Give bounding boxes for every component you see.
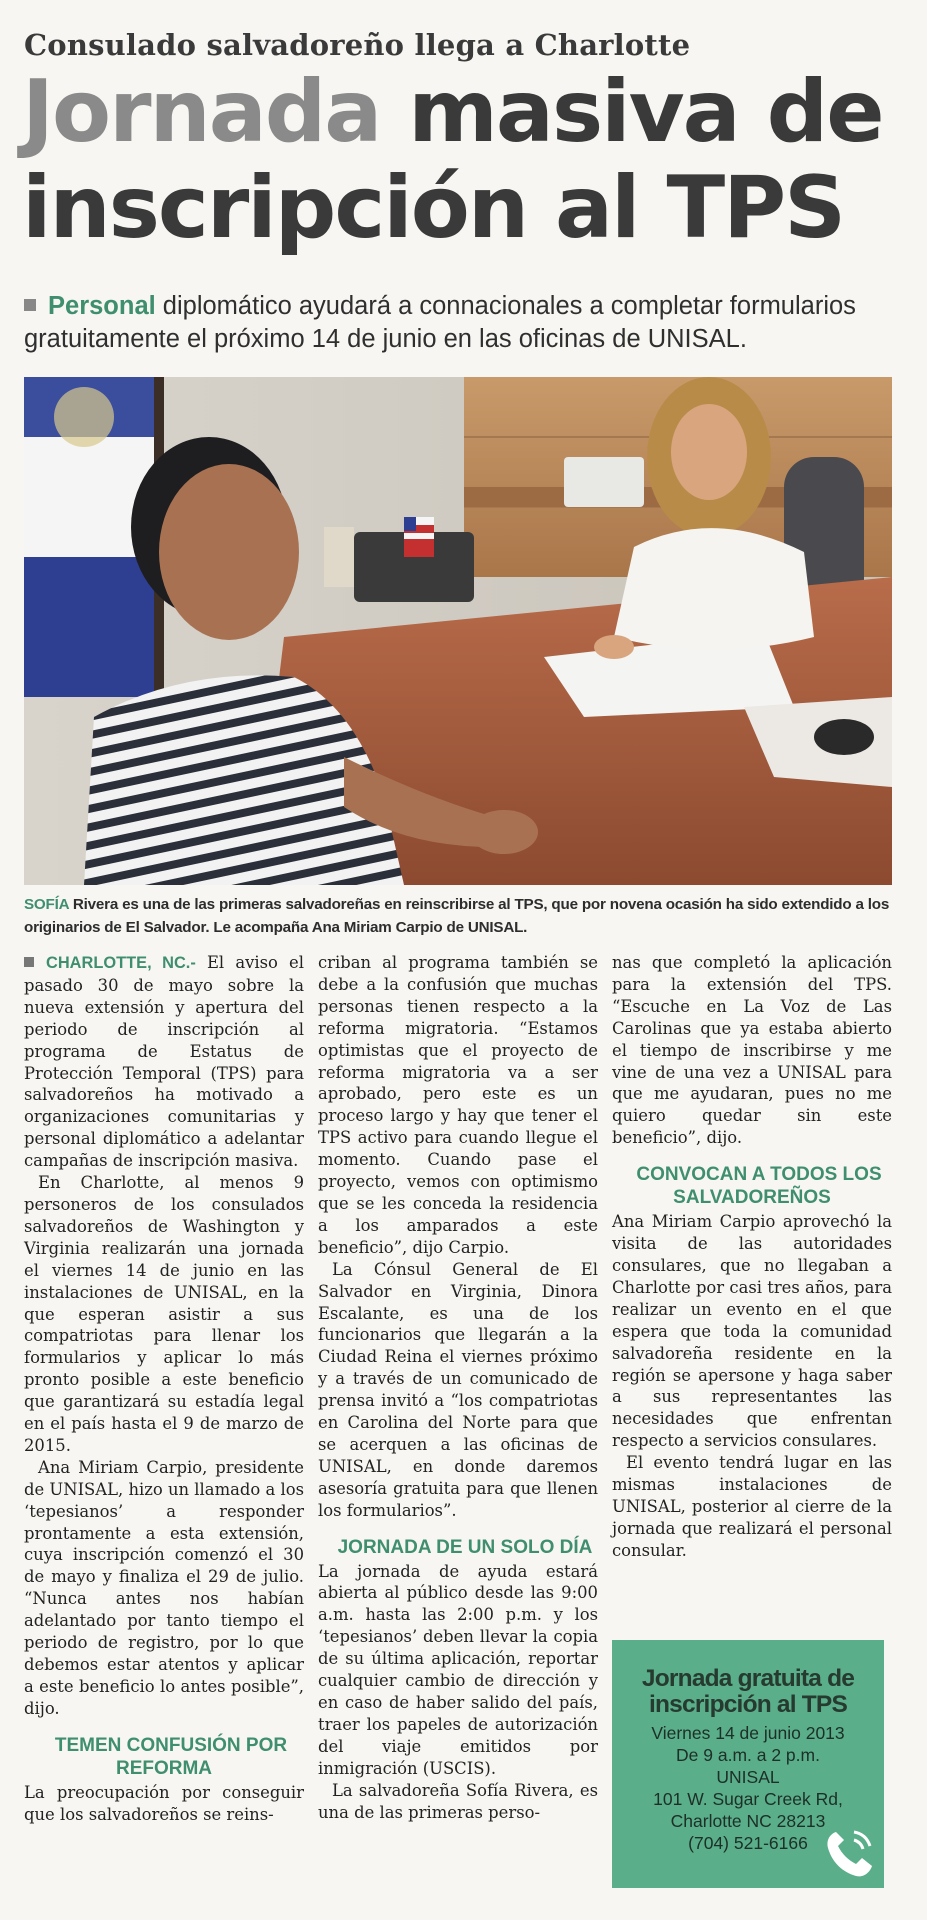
caption-lead: SOFÍA — [24, 896, 69, 913]
info-street: 101 W. Sugar Creek Rd, — [653, 1789, 843, 1809]
article-photo — [24, 377, 892, 885]
info-box-title — [612, 1666, 884, 1718]
info-org: UNISAL — [716, 1767, 780, 1787]
column-3 — [612, 952, 892, 1562]
deck-text: diplomático ayudará a connacionales a completar formularios gratuitamente el próximo 14 de junio en las oficinas de UNISAL. — [24, 292, 856, 353]
paragraph: criban al programa también se debe a la confusión que muchas personas tienen respecto a la reforma migratoria. “Estamos optimistas que el proyecto de reforma migratoria va a ser aprobado, pero este es un proceso largo y hay que tener el TPS activo para cuando llegue el momento. Cuando pase el proyecto, vemos con optimismo que se les conceda la residencia a los amparados a este beneficio”, dijo Carpio. — [318, 953, 598, 1257]
info-city: Charlotte NC 28213 — [670, 1811, 826, 1831]
info-date: Viernes 14 de junio 2013 — [651, 1723, 845, 1743]
phone-icon — [818, 1822, 878, 1882]
headline — [22, 64, 912, 256]
headline-part1: Jornada — [22, 62, 381, 162]
subhead-temen-confusion: TEMEN CONFUSIÓN POR REFORMA — [54, 1734, 288, 1779]
dateline: CHARLOTTE, NC.- — [46, 954, 196, 972]
paragraph-text: El aviso el pasado 30 de mayo sobre la nueva extensión y apertura del periodo de inscripción al programa de Estatus de Protección Temporal (TPS) para salvadoreños ha motivado a organizaciones comunitarias y personal diplomático a adelantar campañas de inscripción masiva. — [24, 953, 304, 1171]
column-2 — [318, 952, 598, 1823]
deck-bullet-icon — [24, 299, 36, 311]
deck — [24, 290, 904, 356]
info-phone: (704) 521-6166 — [688, 1833, 808, 1853]
subhead-jornada-un-solo-dia: JORNADA DE UN SOLO DÍA — [337, 1536, 593, 1558]
photo-caption — [24, 893, 894, 939]
paragraph: La preocupación por conseguir que los salvadoreños se reins- — [24, 1782, 304, 1824]
subhead-convocan: CONVOCAN A TODOS LOS SALVADOREÑOS — [636, 1164, 882, 1209]
photo-illustration — [24, 377, 892, 885]
paragraph: El evento tendrá lugar en las mismas instalaciones de UNISAL, posterior al cierre de la jornada que realizará el personal consular. — [612, 1453, 892, 1560]
paragraph: En Charlotte, al menos 9 personeros de los consulados salvadoreños de Washington y Virginia realizarán una jornada el viernes 14 de junio en las instalaciones de UNISAL, en la que esperan asistir a sus compatriotas para llenar los formularios y aplicar lo más pronto posible a este beneficio que garantizará su estadía legal en el país hasta el 9 de marzo de 2015. — [24, 1173, 304, 1455]
paragraph: Ana Miriam Carpio aprovechó la visita de las autoridades consulares, que no llegaban a Charlotte por casi tres años, para realizar un evento en el que espera que toda la comunidad salvadoreña residente en la región se apersone y haga saber a sus representantes las necesidades que enfrentan respecto a servicios consulares. — [612, 1212, 892, 1451]
paragraph: Ana Miriam Carpio, presidente de UNISAL, hizo un llamado a los ‘tepesianos’ a responder prontamente a esta extensión, cuya inscripción comenzó el 30 de mayo y finaliza el 29 de julio. “Nunca antes nos habían adelantado por tanto tiempo el periodo de registro, por lo que debemos estar atentos y aplicar a este beneficio lo antes posible”, dijo. — [24, 1457, 304, 1718]
dateline-bullet-icon — [24, 957, 34, 967]
headline-line2: inscripción al TPS — [22, 158, 845, 258]
paragraph — [24, 952, 304, 1172]
paragraph: La jornada de ayuda estará abierta al público desde las 9:00 a.m. hasta las 2:00 p.m. y los ‘tepesianos’ deben llevar la copia de su última aplicación, reportar cualquier cambio de dirección y en caso de haber salido del país, traer los papeles de autorización del viaje emitidos por inmigración (USCIS). — [318, 1561, 598, 1778]
info-title-line2: inscripción al TPS — [649, 1691, 847, 1718]
deck-lead: Personal — [48, 292, 156, 320]
event-info-box — [612, 1640, 884, 1888]
info-title-line1: Jornada gratuita de — [641, 1665, 855, 1692]
info-hours: De 9 a.m. a 2 p.m. — [676, 1745, 820, 1765]
headline-part2: masiva de — [380, 62, 883, 162]
column-1 — [24, 952, 304, 1826]
kicker: Consulado salvadoreño llega a Charlotte — [24, 28, 691, 62]
paragraph: nas que completó la aplicación para la extensión del TPS. “Escuche en La Voz de Las Carolinas que ya estaba abierto el tiempo de inscribirse y me vine de una vez a UNISAL para que me ayudaran, pues no me quiero quedar sin este beneficio”, dijo. — [612, 953, 892, 1148]
paragraph: La salvadoreña Sofía Rivera, es una de las primeras perso- — [318, 1780, 598, 1822]
paragraph: La Cónsul General de El Salvador en Virginia, Dinora Escalante, es una de los funcionarios que llegarán a la Ciudad Reina el viernes próximo y a través de un comunicado de prensa invitó a “los compatriotas en Carolina del Norte para que se acerquen a las oficinas de UNISAL, en donde daremos asesoría gratuita para que llenen los formularios”. — [318, 1259, 598, 1520]
caption-text: Rivera es una de las primeras salvadoreñas en reinscribirse al TPS, que por novena ocasión ha sido extendido a los originarios de El Salvador. Le acompaña Ana Miriam Carpio de UNISAL. — [24, 896, 890, 936]
